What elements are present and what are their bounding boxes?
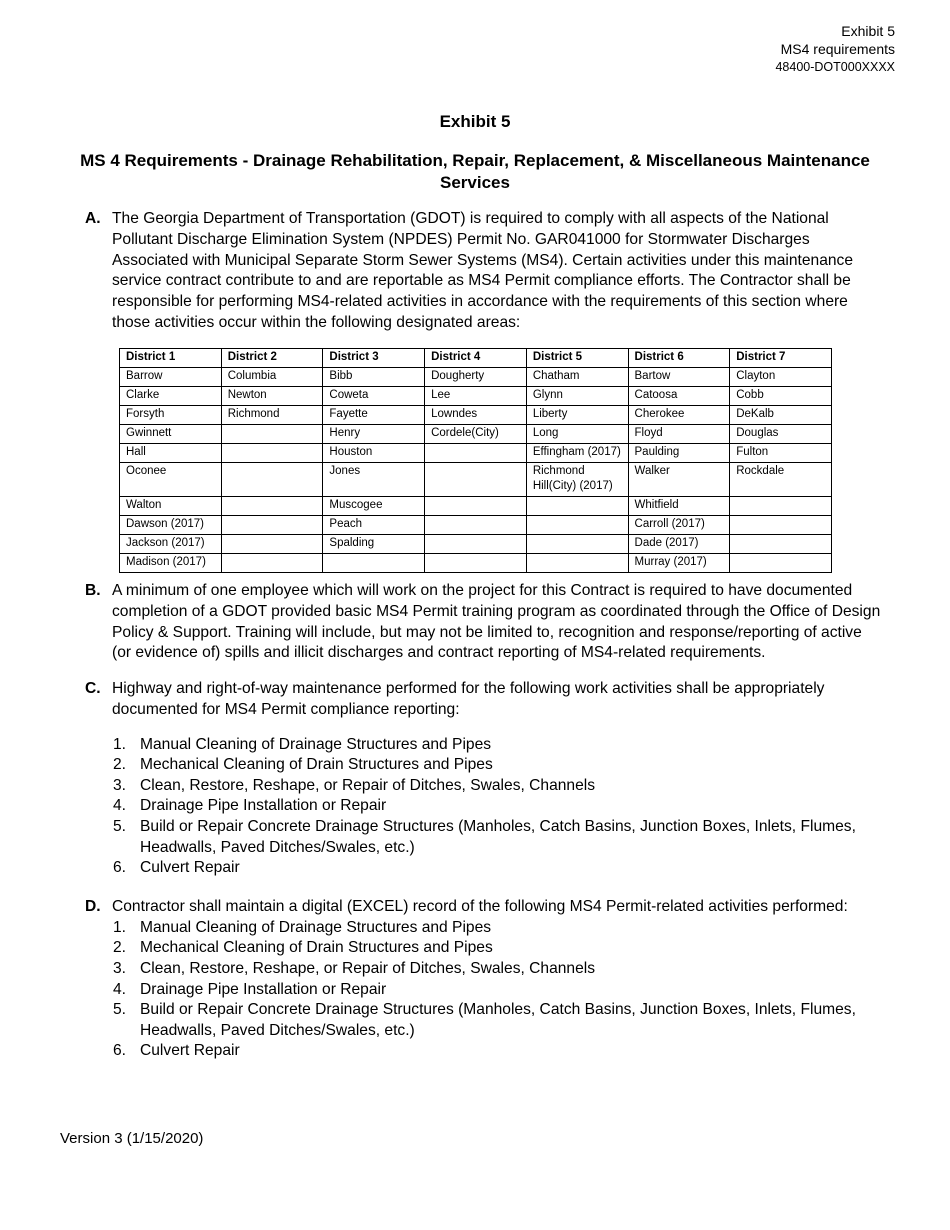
table-cell bbox=[221, 425, 323, 444]
table-cell: Dougherty bbox=[425, 368, 527, 387]
table-cell: Lee bbox=[425, 387, 527, 406]
table-cell: Douglas bbox=[730, 425, 832, 444]
list-number: 5. bbox=[113, 817, 127, 835]
table-cell: Jones bbox=[323, 463, 425, 497]
section-text: The Georgia Department of Transportation (GDOT) is required to comply with all aspects of the National Pollutant Discharge Elimination System (NPDES) Permit No. GAR041000 for Stormwater Discharges Associated with Municipal Separate Storm Sewer Systems (MS4). Certain activities under this maintenance service contract contribute to and are reportable as MS4 Permit compliance efforts. The Contractor shall be responsible for performing MS4-related activities in accordance with the requirements of this section where those activities occur within the following designated areas: bbox=[112, 210, 854, 331]
list-number: 1. bbox=[113, 735, 127, 753]
table-cell bbox=[323, 554, 425, 573]
table-cell bbox=[221, 516, 323, 535]
table-cell: Spalding bbox=[323, 535, 425, 554]
table-header-row bbox=[120, 349, 832, 368]
table-cell bbox=[221, 463, 323, 497]
list-number: 6. bbox=[113, 1042, 127, 1060]
list-item bbox=[85, 776, 885, 797]
table-cell: Bibb bbox=[323, 368, 425, 387]
list-item bbox=[85, 858, 885, 879]
table-cell: Glynn bbox=[526, 387, 628, 406]
table-cell: Peach bbox=[323, 516, 425, 535]
table-cell: Catoosa bbox=[628, 387, 730, 406]
table-row bbox=[120, 425, 832, 444]
table-cell: Forsyth bbox=[120, 406, 222, 425]
table-row bbox=[120, 516, 832, 535]
table-cell: Columbia bbox=[221, 368, 323, 387]
table-cell: Gwinnett bbox=[120, 425, 222, 444]
table-cell: DeKalb bbox=[730, 406, 832, 425]
table-cell: Liberty bbox=[526, 406, 628, 425]
table-cell: Cherokee bbox=[628, 406, 730, 425]
list-number: 3. bbox=[113, 776, 127, 794]
table-body bbox=[120, 368, 832, 573]
section-text: Highway and right-of-way maintenance performed for the following work activities shall be appropriately documented for MS4 Permit compliance reporting: bbox=[112, 680, 825, 718]
section-label: A. bbox=[85, 210, 101, 227]
table-cell: Floyd bbox=[628, 425, 730, 444]
table-cell: Madison (2017) bbox=[120, 554, 222, 573]
table-cell bbox=[221, 535, 323, 554]
table-cell: Oconee bbox=[120, 463, 222, 497]
page-header bbox=[775, 22, 895, 76]
table-cell: Fulton bbox=[730, 444, 832, 463]
list-item-text: Clean, Restore, Reshape, or Repair of Ditches, Swales, Channels bbox=[140, 959, 596, 977]
table-cell bbox=[221, 497, 323, 516]
list-item-text: Mechanical Cleaning of Drain Structures and Pipes bbox=[140, 756, 493, 774]
table-cell: Houston bbox=[323, 444, 425, 463]
table-cell: Cobb bbox=[730, 387, 832, 406]
table-cell bbox=[425, 516, 527, 535]
table-cell bbox=[425, 554, 527, 573]
column-header: District 5 bbox=[526, 349, 628, 368]
table-row bbox=[120, 497, 832, 516]
table-row bbox=[120, 554, 832, 573]
list-item-text: Build or Repair Concrete Drainage Structures (Manholes, Catch Basins, Junction Boxes, Inlets, Flumes, Headwalls, Paved Ditches/Swales, etc.) bbox=[140, 817, 856, 856]
activity-list bbox=[85, 918, 885, 1062]
list-item bbox=[85, 1041, 885, 1062]
list-item bbox=[85, 1000, 885, 1041]
table-cell bbox=[425, 497, 527, 516]
list-item-text: Culvert Repair bbox=[140, 859, 240, 877]
column-header: District 7 bbox=[730, 349, 832, 368]
table-cell: Dade (2017) bbox=[628, 535, 730, 554]
list-item-text: Drainage Pipe Installation or Repair bbox=[140, 980, 387, 998]
list-number: 4. bbox=[113, 980, 127, 998]
table-cell: Murray (2017) bbox=[628, 554, 730, 573]
table-cell bbox=[221, 554, 323, 573]
list-number: 6. bbox=[113, 859, 127, 877]
table-cell: Walton bbox=[120, 497, 222, 516]
column-header: District 4 bbox=[425, 349, 527, 368]
table-row bbox=[120, 444, 832, 463]
list-number: 2. bbox=[113, 939, 127, 957]
list-number: 4. bbox=[113, 797, 127, 815]
table-cell: Chatham bbox=[526, 368, 628, 387]
table-cell bbox=[526, 497, 628, 516]
table-cell bbox=[425, 535, 527, 554]
page-subtitle: MS 4 Requirements - Drainage Rehabilitation, Repair, Replacement, & Miscellaneous Maintenance Services bbox=[80, 151, 870, 192]
section-text: Contractor shall maintain a digital (EXCEL) record of the following MS4 Permit-related activities performed: bbox=[112, 898, 848, 915]
table-cell: Rockdale bbox=[730, 463, 832, 497]
table-row bbox=[120, 463, 832, 497]
table-cell: Walker bbox=[628, 463, 730, 497]
page-title: Exhibit 5 bbox=[439, 112, 511, 131]
table-cell: Richmond Hill(City) (2017) bbox=[526, 463, 628, 497]
table-cell: Clarke bbox=[120, 387, 222, 406]
section-b bbox=[85, 581, 885, 664]
table-cell bbox=[221, 444, 323, 463]
list-number: 2. bbox=[113, 756, 127, 774]
list-item-text: Mechanical Cleaning of Drain Structures and Pipes bbox=[140, 939, 493, 957]
section-d bbox=[85, 897, 885, 1062]
list-item-text: Manual Cleaning of Drainage Structures and Pipes bbox=[140, 918, 492, 936]
table-cell: Hall bbox=[120, 444, 222, 463]
table-cell: Clayton bbox=[730, 368, 832, 387]
list-item-text: Drainage Pipe Installation or Repair bbox=[140, 797, 387, 815]
table-cell: Carroll (2017) bbox=[628, 516, 730, 535]
list-number: 1. bbox=[113, 918, 127, 936]
table-cell: Jackson (2017) bbox=[120, 535, 222, 554]
list-item bbox=[85, 959, 885, 980]
list-item bbox=[85, 980, 885, 1001]
list-item bbox=[85, 796, 885, 817]
list-number: 5. bbox=[113, 1001, 127, 1019]
table-cell: Effingham (2017) bbox=[526, 444, 628, 463]
list-item-text: Culvert Repair bbox=[140, 1042, 240, 1060]
table-cell: Long bbox=[526, 425, 628, 444]
table-cell bbox=[425, 463, 527, 497]
column-header: District 1 bbox=[120, 349, 222, 368]
table-cell: Cordele(City) bbox=[425, 425, 527, 444]
section-a bbox=[85, 209, 885, 334]
table-cell: Muscogee bbox=[323, 497, 425, 516]
table-cell bbox=[730, 497, 832, 516]
list-item bbox=[85, 938, 885, 959]
table-row bbox=[120, 368, 832, 387]
table-cell bbox=[526, 516, 628, 535]
table-cell: Fayette bbox=[323, 406, 425, 425]
section-label: D. bbox=[85, 898, 101, 915]
header-contract-number: 48400-DOT000XXXX bbox=[775, 60, 895, 74]
table-cell bbox=[730, 516, 832, 535]
table-cell bbox=[425, 444, 527, 463]
table-cell: Lowndes bbox=[425, 406, 527, 425]
section-c bbox=[85, 679, 885, 879]
table-cell: Henry bbox=[323, 425, 425, 444]
table-cell: Richmond bbox=[221, 406, 323, 425]
section-text: A minimum of one employee which will work on the project for this Contract is required to have documented completion of a GDOT provided basic MS4 Permit training program as coordinated through the Office of Design Policy & Support. Training will include, but may not be limited to, recognition and response/reporting of active (or evidence of) spills and illicit discharges and contract reporting of MS4-related requirements. bbox=[112, 582, 881, 662]
table-cell: Whitfield bbox=[628, 497, 730, 516]
districts-table bbox=[119, 348, 832, 573]
header-exhibit: Exhibit 5 bbox=[841, 23, 895, 39]
column-header: District 2 bbox=[221, 349, 323, 368]
table-cell bbox=[730, 535, 832, 554]
column-header: District 3 bbox=[323, 349, 425, 368]
section-label: B. bbox=[85, 582, 101, 599]
table-cell: Newton bbox=[221, 387, 323, 406]
table-row bbox=[120, 387, 832, 406]
section-label: C. bbox=[85, 680, 101, 697]
version-footer: Version 3 (1/15/2020) bbox=[60, 1130, 204, 1147]
table-cell bbox=[526, 554, 628, 573]
list-item-text: Clean, Restore, Reshape, or Repair of Ditches, Swales, Channels bbox=[140, 776, 596, 794]
list-item bbox=[85, 735, 885, 756]
activity-list bbox=[85, 735, 885, 879]
table-row bbox=[120, 406, 832, 425]
table-cell bbox=[526, 535, 628, 554]
table-cell: Coweta bbox=[323, 387, 425, 406]
table-cell: Barrow bbox=[120, 368, 222, 387]
list-item bbox=[85, 918, 885, 939]
list-number: 3. bbox=[113, 959, 127, 977]
table-cell: Paulding bbox=[628, 444, 730, 463]
table-cell: Dawson (2017) bbox=[120, 516, 222, 535]
table-row bbox=[120, 535, 832, 554]
list-item bbox=[85, 817, 885, 858]
list-item bbox=[85, 755, 885, 776]
table-cell bbox=[730, 554, 832, 573]
table-cell: Bartow bbox=[628, 368, 730, 387]
list-item-text: Build or Repair Concrete Drainage Structures (Manholes, Catch Basins, Junction Boxes, Inlets, Flumes, Headwalls, Paved Ditches/Swales, etc.) bbox=[140, 1001, 856, 1039]
list-item-text: Manual Cleaning of Drainage Structures and Pipes bbox=[140, 735, 492, 753]
column-header: District 6 bbox=[628, 349, 730, 368]
header-subject: MS4 requirements bbox=[780, 41, 895, 57]
